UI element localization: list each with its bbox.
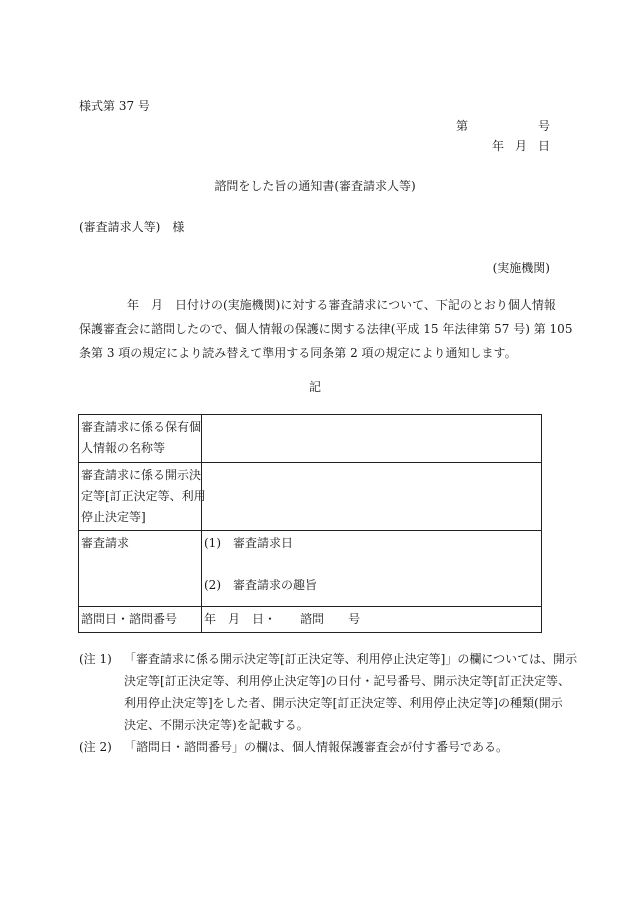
label-line: 定等[訂正決定等、利用 [81,489,206,503]
label-line: 人情報の名称等 [81,441,166,455]
details-table [78,414,542,633]
number-suffix: 号 [537,119,550,133]
value-part: 号 [336,612,361,626]
addressee: (審査請求人等) 様 [79,220,185,234]
value-part: 諮問 [288,612,325,626]
retained-info-label [79,415,202,463]
note-line: 決定等[訂正決定等、利用停止決定等]の日付・記号番号、開示決定等[訂正決定等、 [124,674,571,688]
label-line: 審査請求に係る保有個 [81,420,202,434]
table-row [79,607,542,633]
date-year: 年 [492,139,505,153]
body-line: 条第 3 項の規定により読み替えて準用する同条第 2 項の規定により通知します。 [79,346,517,360]
review-request-date: (1) 審査請求日 [204,536,293,550]
note-tag: (注 2) [79,740,112,754]
issuing-agency: (実施機関) [492,261,550,275]
note-2 [79,736,559,758]
body-text [79,293,573,365]
value-part: 月 [228,612,241,626]
value-part: 年 [204,612,217,626]
label-line: 審査請求に係る開示決 [81,468,202,482]
review-request-value [202,531,542,607]
disclosure-decision-value [202,463,542,531]
note-line: 「審査請求に係る開示決定等[訂正決定等、利用停止決定等]」の欄については、開示 [124,652,578,666]
retained-info-value [202,415,542,463]
review-request-purpose: (2) 審査請求の趣旨 [204,578,317,592]
date-month: 月 [515,139,528,153]
body-line: 保護審査会に諮問したので、個人情報の保護に関する法律(平成 15 年法律第 57 号) 第 105 [79,322,573,336]
notes [79,648,578,758]
document-title: 諮問をした旨の通知書(審査請求人等) [214,179,416,193]
note-tag: (注 1) [79,652,112,666]
consultation-label: 諮問日・諮問番号 [79,607,202,633]
body-line: 年 月 日付けの(実施機関)に対する審査請求について、下記のとおり個人情報 [79,298,556,312]
spacer [204,554,539,575]
note-1 [79,648,578,736]
review-request-label: 審査請求 [79,531,202,607]
document-date [492,137,550,154]
table-row [79,463,542,531]
form-number: 様式第 37 号 [79,99,150,113]
note-line: 「諮問日・諮問番号」の欄は、個人情報保護審査会が付す番号である。 [124,740,509,754]
note-line: 決定、不開示決定等)を記載する。 [124,718,309,732]
table-row [79,415,542,463]
note-line: 利用停止決定等]をした者、開示決定等[訂正決定等、利用停止決定等]の種類(開示 [124,696,563,710]
number-prefix: 第 [456,119,469,133]
label-line: 停止決定等] [81,510,146,524]
consultation-value [202,607,542,633]
date-day: 日 [538,139,551,153]
disclosure-decision-label [79,463,206,531]
table-row [79,531,542,607]
ki-heading: 記 [308,380,321,394]
value-part: 日・ [252,612,277,626]
